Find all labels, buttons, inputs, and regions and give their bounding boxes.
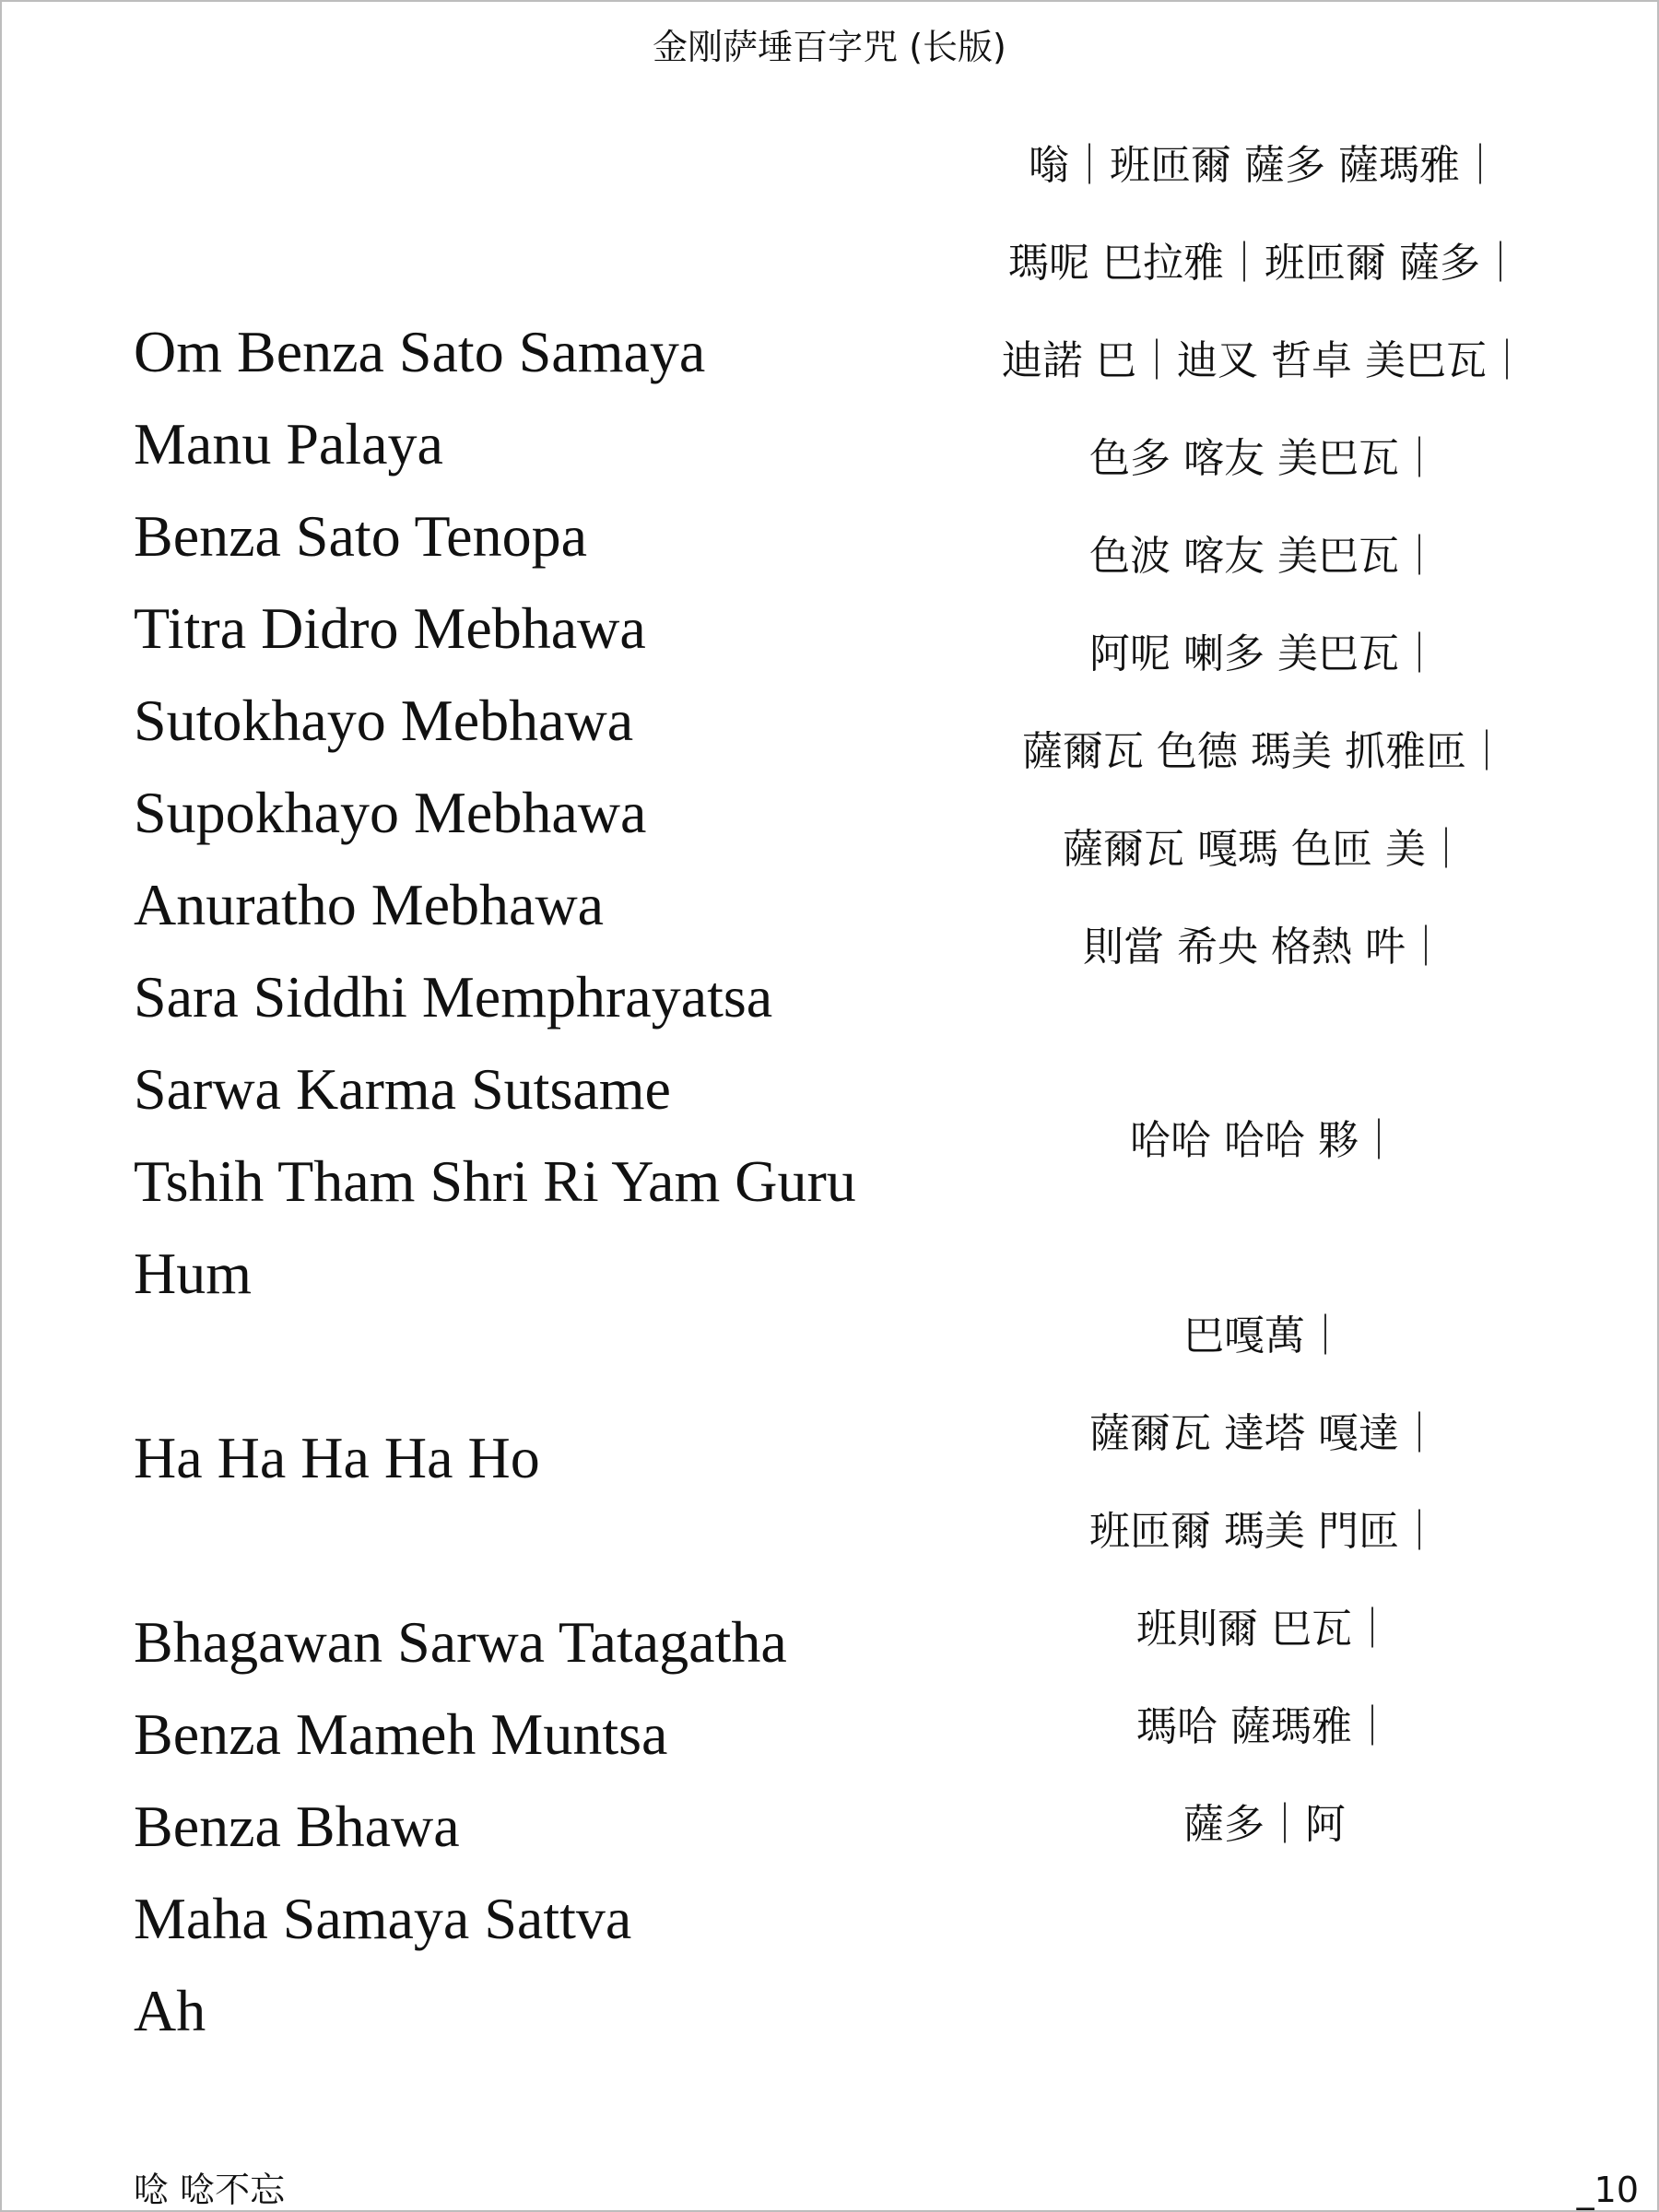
chinese-line: 薩爾瓦 色德 瑪美 抓雅匝｜ (1022, 728, 1507, 775)
latin-line: Maha Samaya Sattva (134, 1886, 632, 1951)
chinese-line: 色波 喀友 美巴瓦｜ (1089, 533, 1440, 580)
chinese-line: 瑪呢 巴拉雅｜班匝爾 薩多｜ (1008, 240, 1521, 287)
latin-line: Om Benza Sato Samaya (134, 319, 706, 384)
chinese-line: 則當 希央 格熱 吽｜ (1083, 924, 1446, 971)
chinese-line: 巴嘎萬｜ (1183, 1312, 1346, 1359)
chinese-line: 班則爾 巴瓦｜ (1136, 1606, 1393, 1653)
chinese-line: 色多 喀友 美巴瓦｜ (1089, 435, 1440, 482)
page-title: 金刚萨埵百字咒 (长版) (653, 27, 1006, 67)
chinese-line: 阿呢 喇多 美巴瓦｜ (1089, 630, 1440, 677)
chinese-line: 薩爾瓦 嘎瑪 色匝 美｜ (1063, 826, 1466, 873)
chinese-line: 薩多｜阿 (1183, 1801, 1346, 1848)
page-number: _10 (1576, 2170, 1639, 2210)
latin-line: Benza Sato Tenopa (134, 503, 587, 569)
latin-line: Manu Palaya (134, 411, 443, 477)
latin-line: Sarwa Karma Sutsame (134, 1056, 671, 1122)
chinese-line: 瑪哈 薩瑪雅｜ (1136, 1703, 1393, 1750)
footer-note: 唸 唸不忘 (134, 2170, 286, 2210)
latin-line: Benza Mameh Muntsa (134, 1701, 668, 1767)
latin-line: Anuratho Mebhawa (134, 872, 605, 937)
latin-line: Ha Ha Ha Ha Ho (134, 1425, 540, 1490)
chinese-line: 薩爾瓦 達塔 嘎達｜ (1089, 1410, 1440, 1457)
latin-line: Titra Didro Mebhawa (134, 595, 646, 661)
chinese-line: 班匝爾 瑪美 門匝｜ (1089, 1508, 1440, 1555)
chinese-line: 迪諾 巴｜迪叉 哲卓 美巴瓦｜ (1002, 337, 1527, 384)
latin-line: Sutokhayo Mebhawa (134, 688, 634, 753)
latin-line: Supokhayo Mebhawa (134, 780, 647, 845)
latin-line: Sara Siddhi Memphrayatsa (134, 964, 773, 1030)
latin-line: Bhagawan Sarwa Tatagatha (134, 1609, 787, 1675)
latin-line: Benza Bhawa (134, 1794, 460, 1859)
latin-line: Tshih Tham Shri Ri Yam Guru (134, 1148, 856, 1214)
chinese-line: 嗡｜班匝爾 薩多 薩瑪雅｜ (1029, 142, 1500, 189)
latin-line: Ah (134, 1978, 206, 2043)
chinese-line: 哈哈 哈哈 夥｜ (1130, 1117, 1399, 1164)
latin-line: Hum (134, 1241, 252, 1306)
